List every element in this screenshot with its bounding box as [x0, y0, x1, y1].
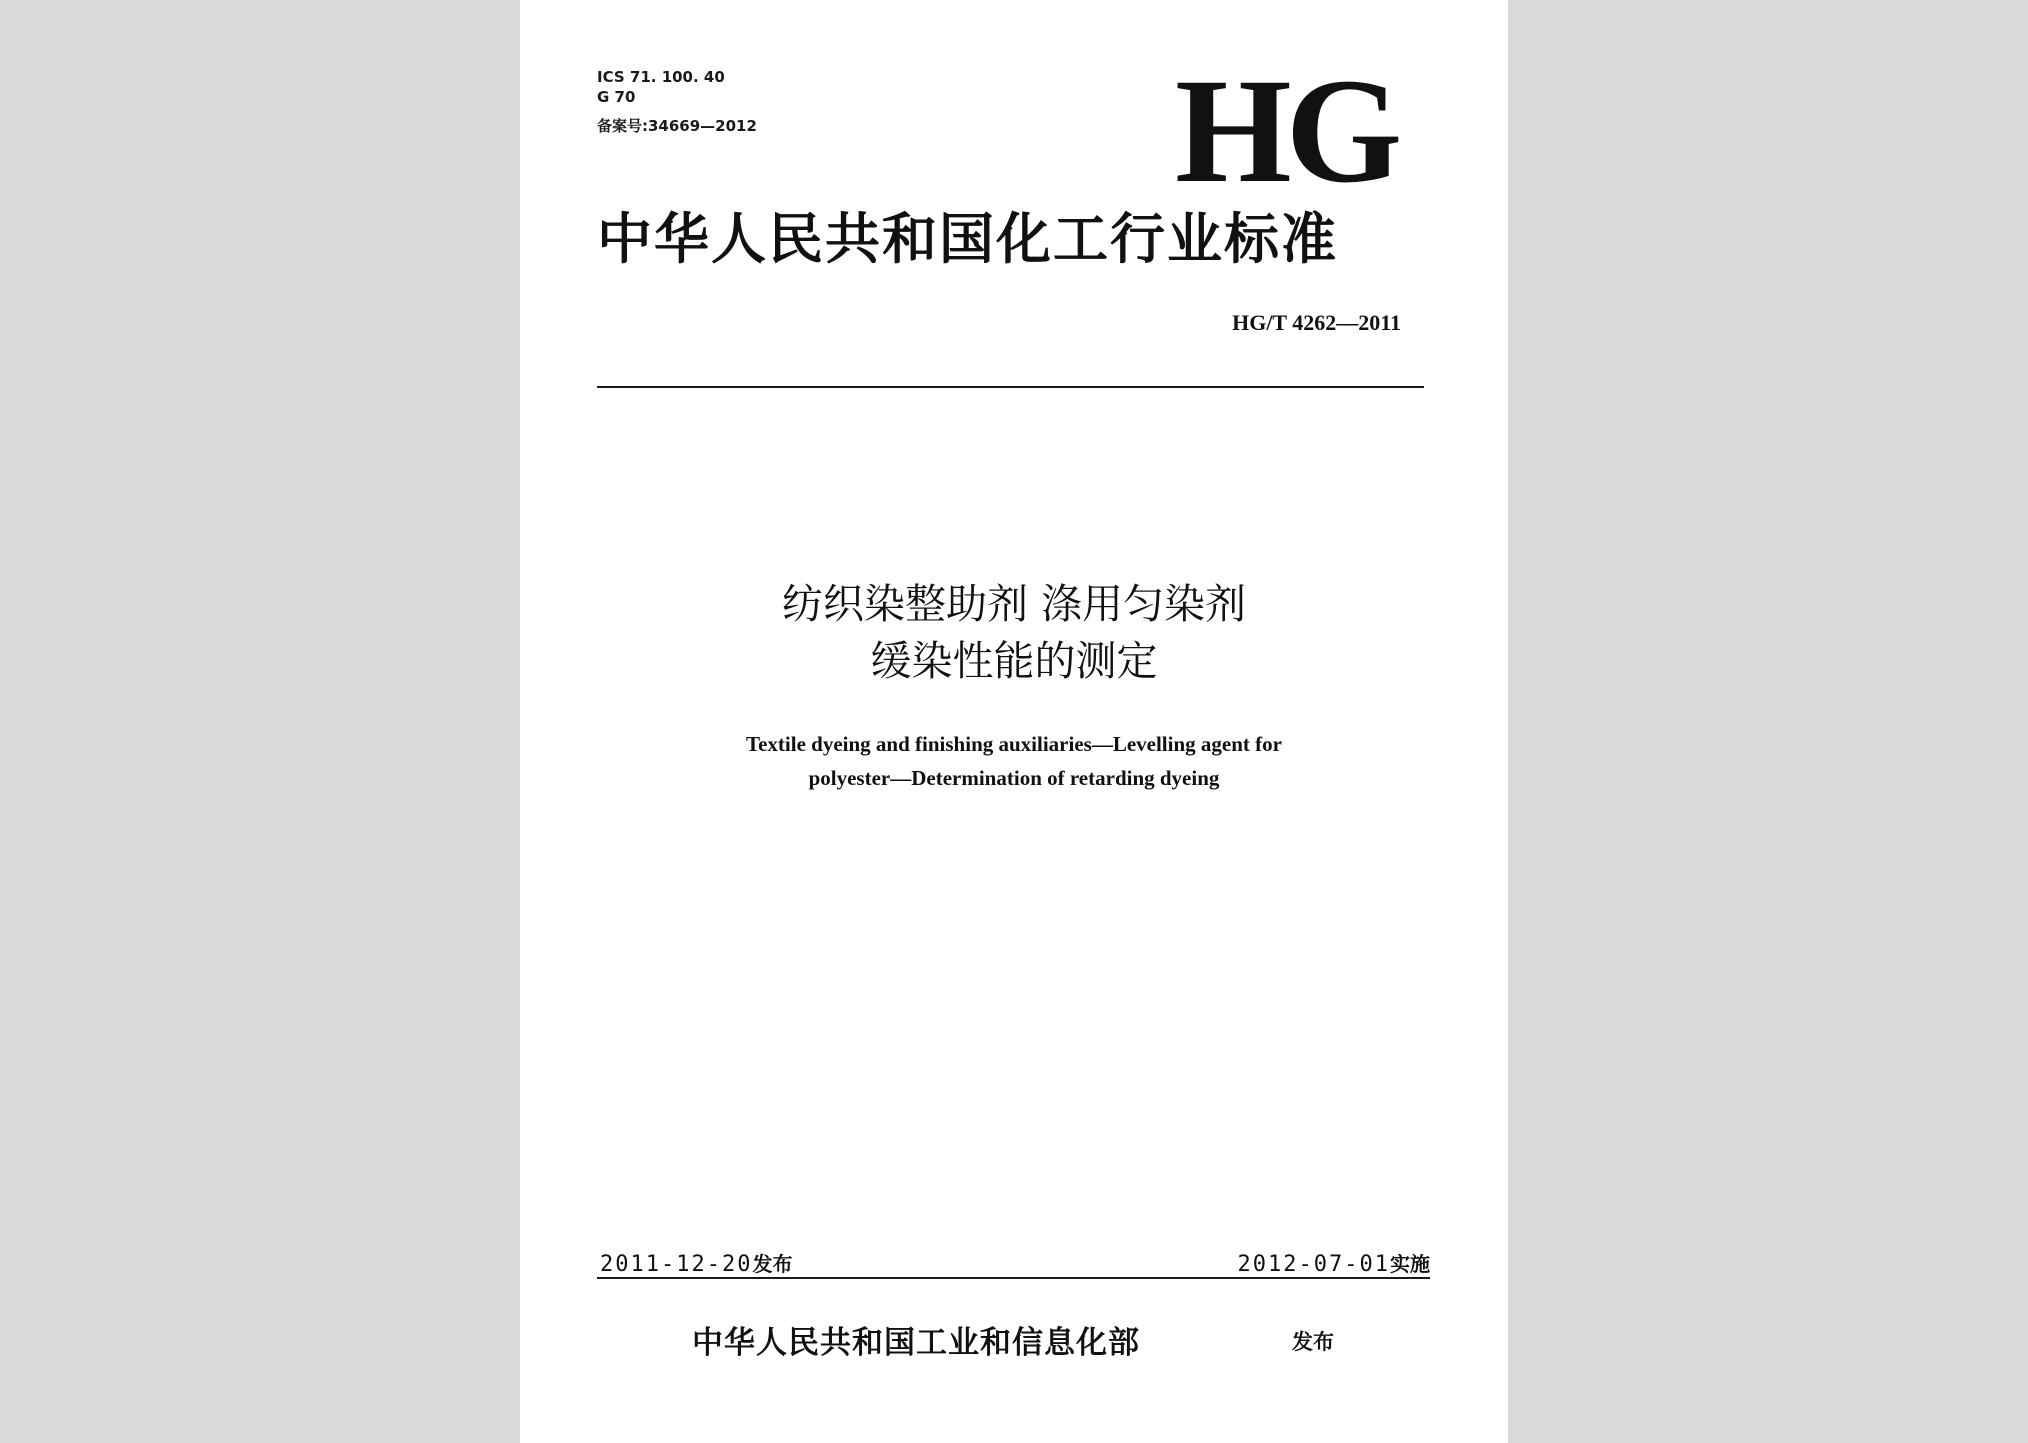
issue-date	[600, 1248, 792, 1277]
document-title-en-line2: polyester—Determination of retarding dyeing	[808, 766, 1220, 790]
effective-date-value: 2012-07-01	[1237, 1252, 1390, 1277]
effective-date	[1238, 1248, 1430, 1277]
ics-code: ICS 71. 100. 40	[597, 68, 725, 86]
document-title-cn-line2: 缓染性能的测定	[870, 637, 1158, 685]
publish-label: 发布	[1292, 1330, 1334, 1354]
publisher-name: 中华人民共和国工业和信息化部	[692, 1325, 1140, 1361]
ccs-code: G 70	[597, 88, 636, 106]
standard-title: 中华人民共和国化工行业标准	[597, 207, 1339, 271]
record-number: 备案号:34669—2012	[597, 117, 757, 135]
header-divider	[597, 386, 1424, 388]
document-title-en-line1: Textile dyeing and finishing auxiliaries—Levelling agent for	[746, 732, 1282, 756]
issue-label: 发布	[752, 1252, 793, 1276]
issue-date-value: 2011-12-20	[600, 1252, 753, 1277]
document-page	[520, 0, 1508, 1443]
hg-logo: HG	[1175, 48, 1397, 214]
effective-label: 实施	[1390, 1252, 1430, 1276]
footer-divider	[597, 1277, 1430, 1279]
document-title-cn-line1: 纺织染整助剂 涤用匀染剂	[781, 580, 1247, 628]
standard-number: HG/T 4262—2011	[1232, 310, 1401, 335]
